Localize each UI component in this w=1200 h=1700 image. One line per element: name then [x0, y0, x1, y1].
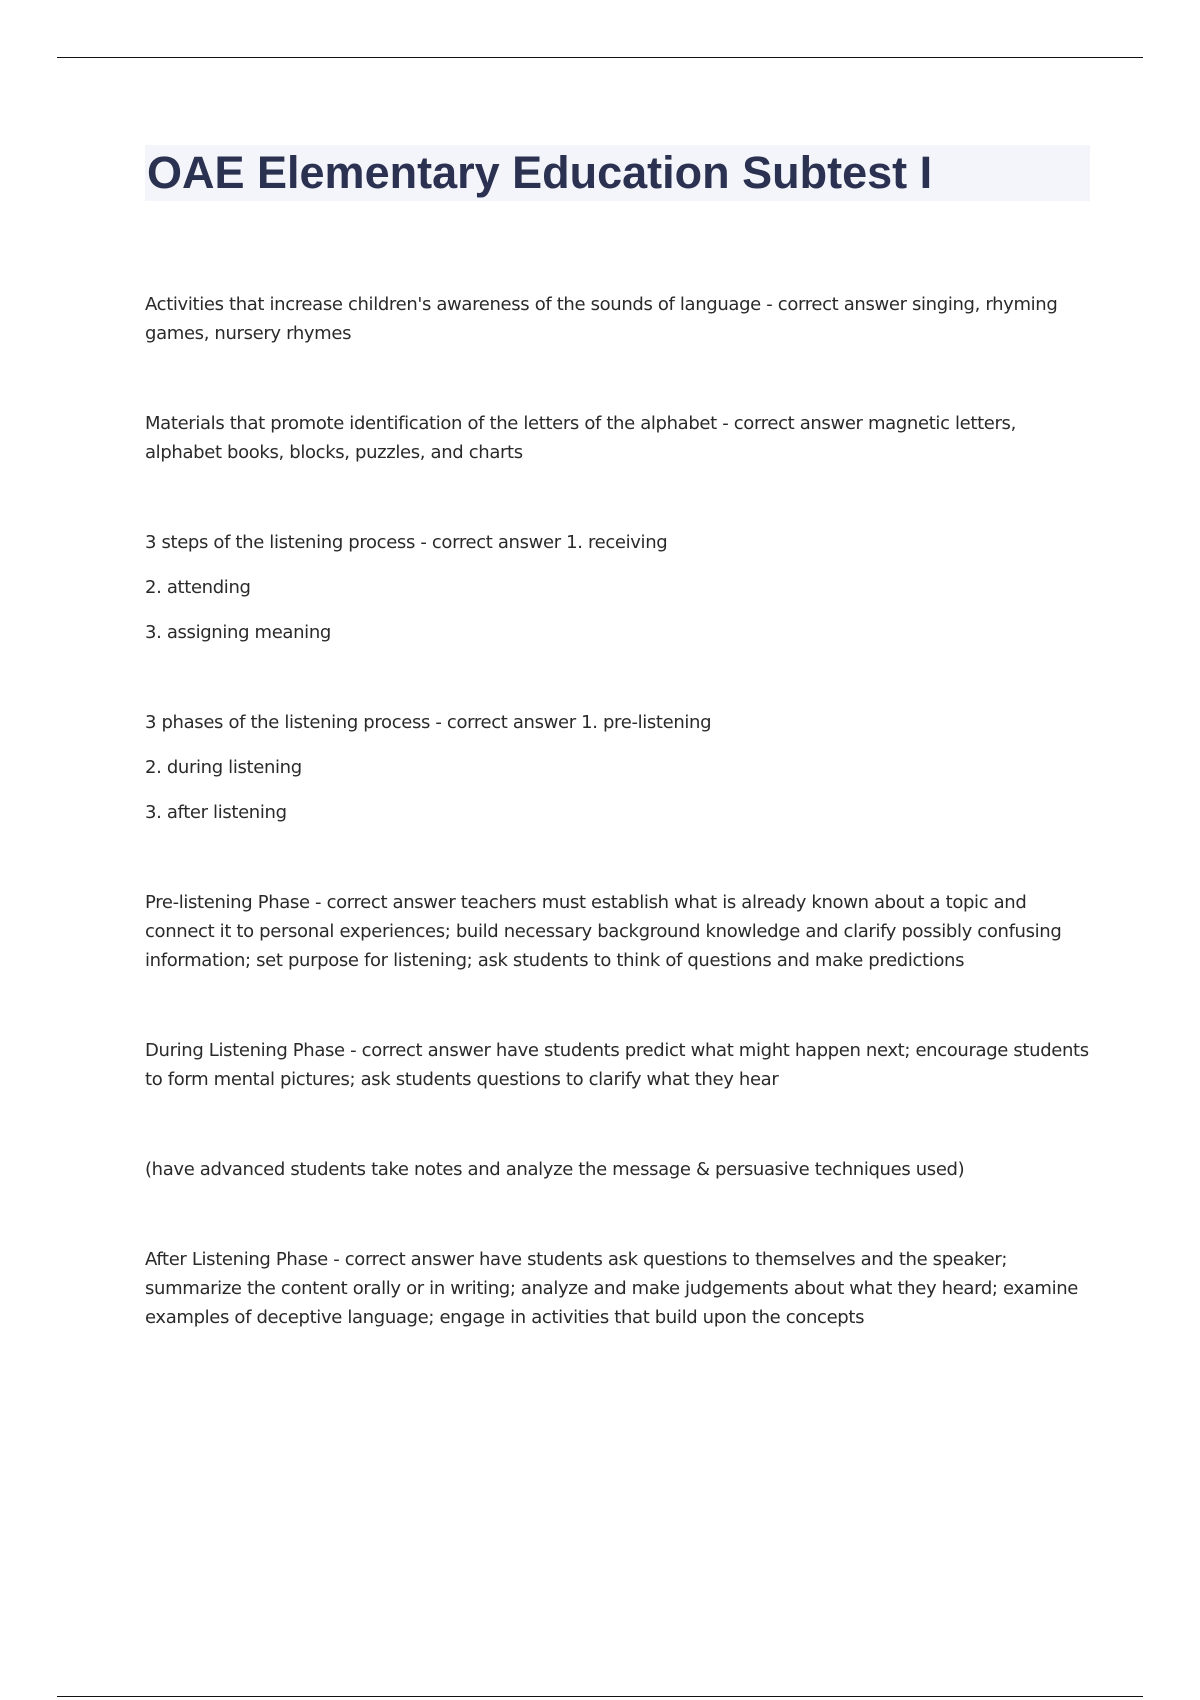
entry-advanced-note: (have advanced students take notes and analyze the message & persuasive techniques used) — [145, 1159, 965, 1180]
listening-step-3: 3. assigning meaning — [145, 622, 331, 643]
entry-during-listening: During Listening Phase - correct answer have students predict what might happen next; encourage students to form mental pictures; ask students questions to clarify what they hear — [145, 1040, 1089, 1090]
entry-after-listening: After Listening Phase - correct answer have students ask questions to themselves and the speaker; summarize the content orally or in writing; analyze and make judgements about what they heard; examine examples of deceptive language; engage in activities that build upon the concepts — [145, 1249, 1078, 1328]
entry-pre-listening: Pre-listening Phase - correct answer teachers must establish what is already known about a topic and connect it to personal experiences; build necessary background knowledge and clarify possibly confusing information; set purpose for listening; ask students to think of questions and make predictions — [145, 892, 1062, 971]
top-rule — [57, 57, 1143, 58]
listening-phase-3: 3. after listening — [145, 802, 287, 823]
listening-steps-heading: 3 steps of the listening process - correct answer 1. receiving — [145, 532, 668, 553]
listening-phase-2: 2. during listening — [145, 757, 302, 778]
entry-sound-awareness: Activities that increase children's awareness of the sounds of language - correct answer singing, rhyming games, nursery rhymes — [145, 294, 1058, 344]
page-title: OAE Elementary Education Subtest I — [147, 147, 933, 198]
entry-listening-phases — [145, 708, 1095, 827]
title-banner — [145, 145, 1090, 201]
listening-phases-heading: 3 phases of the listening process - correct answer 1. pre-listening — [145, 712, 712, 733]
document-body — [145, 290, 1095, 1393]
entry-alphabet-materials: Materials that promote identification of the letters of the alphabet - correct answer magnetic letters, alphabet books, blocks, puzzles, and charts — [145, 413, 1016, 463]
bottom-rule — [57, 1696, 1143, 1697]
entry-listening-steps — [145, 528, 1095, 647]
listening-step-2: 2. attending — [145, 577, 251, 598]
